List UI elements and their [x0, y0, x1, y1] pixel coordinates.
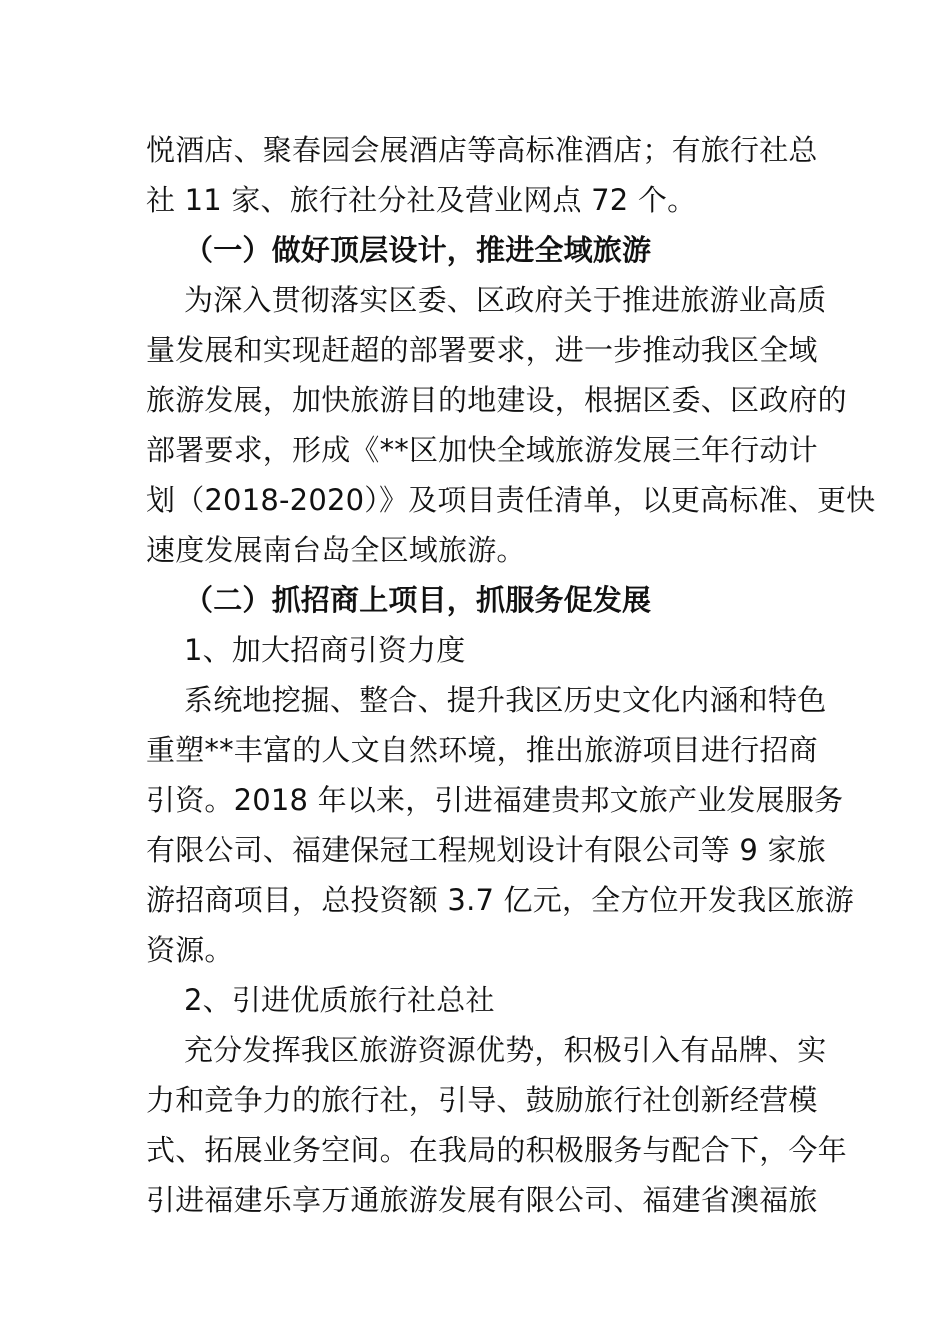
body-text-line: 式、拓展业务空间。在我局的积极服务与配合下，今年 — [146, 1133, 847, 1167]
body-text-line: 力和竞争力的旅行社，引导、鼓励旅行社创新经营模 — [146, 1083, 818, 1117]
body-text-line: 划（2018-2020）》及项目责任清单，以更高标准、更快 — [146, 483, 876, 517]
body-text-line: 社 11 家、旅行社分社及营业网点 72 个。 — [146, 183, 697, 217]
body-text-line: 量发展和实现赶超的部署要求，进一步推动我区全域 — [146, 333, 818, 367]
body-text-line: 速度发展南台岛全区域旅游。 — [146, 533, 526, 567]
body-text-line: 旅游发展，加快旅游目的地建设，根据区委、区政府的 — [146, 383, 847, 417]
body-text-line: 重塑**丰富的人文自然环境，推出旅游项目进行招商 — [146, 733, 818, 767]
body-text-line: 悦酒店、聚春园会展酒店等高标准酒店；有旅行社总 — [146, 133, 818, 167]
body-text-line: 有限公司、福建保冠工程规划设计有限公司等 9 家旅 — [146, 833, 826, 867]
subsection-heading-2: 2、引进优质旅行社总社 — [184, 983, 495, 1017]
body-text-line: 游招商项目，总投资额 3.7 亿元，全方位开发我区旅游 — [146, 883, 854, 917]
body-text-line: 部署要求，形成《**区加快全域旅游发展三年行动计 — [146, 433, 818, 467]
body-text-line: 资源。 — [146, 933, 234, 967]
body-text-line: 引资。2018 年以来，引进福建贵邦文旅产业发展服务 — [146, 783, 844, 817]
body-text-line: 系统地挖掘、整合、提升我区历史文化内涵和特色 — [184, 683, 827, 717]
section-heading-1: （一）做好顶层设计，推进全域旅游 — [184, 233, 652, 267]
body-text-line: 引进福建乐享万通旅游发展有限公司、福建省澳福旅 — [146, 1183, 818, 1217]
section-heading-2: （二）抓招商上项目，抓服务促发展 — [184, 583, 652, 617]
subsection-heading-1: 1、加大招商引资力度 — [184, 633, 466, 667]
body-text-line: 充分发挥我区旅游资源优势，积极引入有品牌、实 — [184, 1033, 827, 1067]
body-text-line: 为深入贯彻落实区委、区政府关于推进旅游业高质 — [184, 283, 827, 317]
